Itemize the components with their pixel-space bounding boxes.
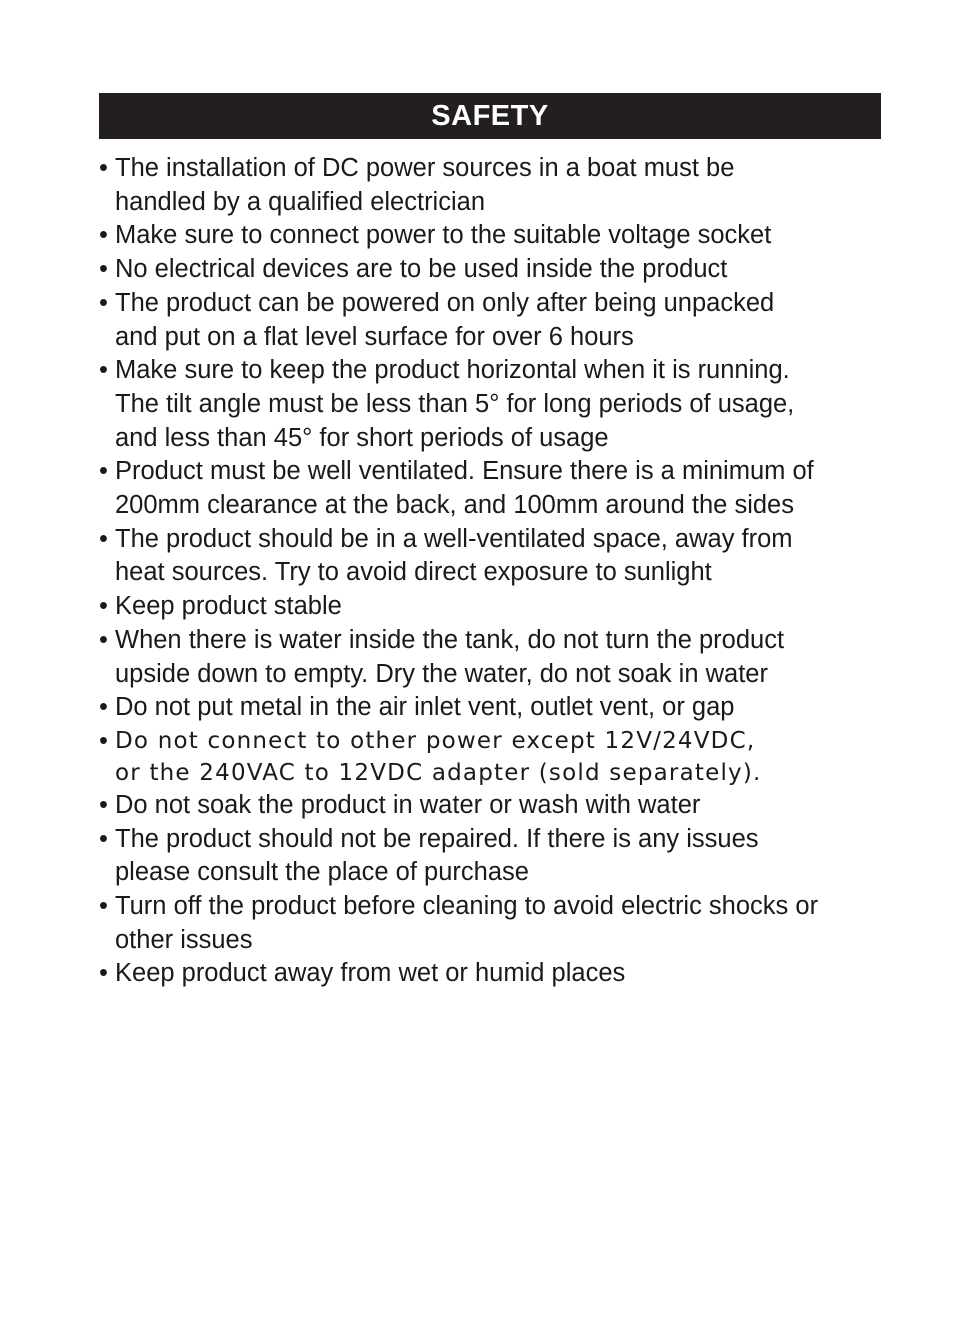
bullet-icon: •	[99, 592, 108, 621]
bullet-icon: •	[99, 288, 108, 317]
safety-item-text: The product should not be repaired. If there is any issues please consult the place of purchase	[115, 824, 759, 887]
safety-item-text: The product can be powered on only after being unpacked and put on a flat level surface for over 6 hours	[115, 288, 775, 351]
safety-item-text: The installation of DC power sources in a boat must be handled by a qualified electrician	[115, 154, 735, 216]
safety-item-3	[99, 253, 899, 287]
safety-item-1	[99, 152, 899, 219]
safety-item-6	[99, 455, 899, 522]
safety-item-text: No electrical devices are to be used inside the product	[115, 255, 728, 284]
bullet-icon: •	[99, 892, 108, 921]
bullet-icon: •	[99, 824, 108, 853]
safety-item-text: Product must be well ventilated. Ensure there is a minimum of 200mm clearance at the back, and 100mm around the sides	[115, 457, 814, 520]
safety-item-12	[99, 789, 899, 823]
bullet-icon: •	[99, 154, 108, 182]
bullet-icon: •	[99, 221, 108, 250]
safety-header-bar	[99, 93, 881, 139]
safety-item-text: Make sure to connect power to the suitable voltage socket	[115, 221, 772, 250]
safety-list	[99, 152, 899, 991]
safety-item-text: Keep product away from wet or humid places	[115, 959, 626, 988]
bullet-icon: •	[99, 790, 108, 819]
safety-item-11	[99, 725, 899, 789]
section-title: SAFETY	[431, 99, 549, 132]
safety-item-text: The product should be in a well-ventilated space, away from heat sources. Try to avoid direct exposure to sunlight	[115, 524, 793, 587]
safety-item-text: Do not connect to other power except 12V/24VDC, or the 240VAC to 12VDC adapter (sold separately).	[115, 727, 762, 786]
safety-item-text: Do not soak the product in water or wash with water	[115, 790, 701, 819]
safety-item-4	[99, 287, 899, 354]
safety-item-9	[99, 624, 899, 691]
safety-item-text: Keep product stable	[115, 592, 342, 621]
bullet-icon: •	[99, 255, 108, 284]
bullet-icon: •	[99, 959, 108, 988]
safety-item-text: Make sure to keep the product horizontal when it is running. The tilt angle must be less than 5° for long periods of usage, and less than 45° for short periods of usage	[115, 356, 795, 452]
safety-item-8	[99, 590, 899, 624]
safety-item-14	[99, 890, 899, 957]
safety-item-2	[99, 219, 899, 253]
bullet-icon: •	[99, 726, 108, 755]
safety-item-text: When there is water inside the tank, do not turn the product upside down to empty. Dry the water, do not soak in water	[115, 625, 785, 688]
safety-item-13	[99, 823, 899, 890]
safety-item-text: Do not put metal in the air inlet vent, outlet vent, or gap	[115, 693, 735, 722]
bullet-icon: •	[99, 457, 108, 486]
safety-item-7	[99, 523, 899, 590]
safety-item-10	[99, 691, 899, 725]
safety-item-5	[99, 354, 899, 455]
safety-item-15	[99, 957, 899, 991]
bullet-icon: •	[99, 356, 108, 385]
bullet-icon: •	[99, 524, 108, 553]
safety-item-text: Turn off the product before cleaning to avoid electric shocks or other issues	[115, 892, 819, 954]
bullet-icon: •	[99, 693, 108, 722]
bullet-icon: •	[99, 625, 108, 654]
